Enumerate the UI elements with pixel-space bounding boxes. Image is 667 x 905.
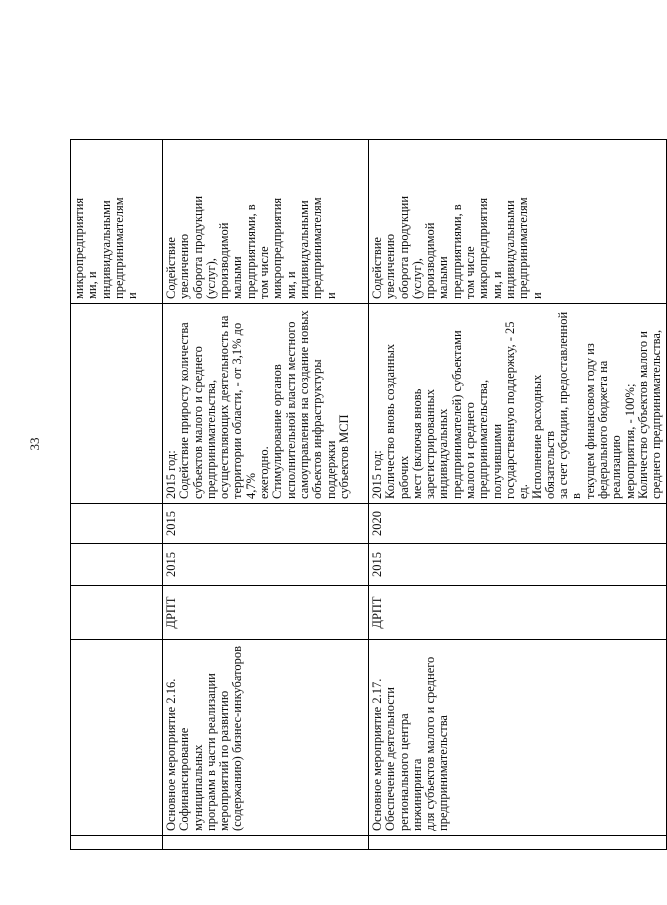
table-row (71, 140, 163, 850)
page-number: 33 (27, 437, 42, 451)
measure-cell: Основное мероприятие 2.16. Софинансирование муниципальных программ в части реализации мероприятий по развитию (содержанию) бизнес-инкубаторов (163, 640, 369, 836)
year-start-cell: 2015 (163, 544, 369, 586)
table-row (163, 140, 369, 850)
year-start-cell: 2015 (369, 544, 667, 586)
measure-cell: Основное мероприятие 2.17. Обеспечение деятельности регионального центра инжиниринга для субъектов малого и среднего предпринимательства (369, 640, 667, 836)
executor-cell: ДРПТ (369, 586, 667, 640)
year-start-cell (71, 544, 163, 586)
year-end-cell: 2015 (163, 504, 369, 544)
year-end-cell (71, 504, 163, 544)
year-end-cell: 2020 (369, 504, 667, 544)
executor-cell (71, 586, 163, 640)
indicator-cell: 2015 год: Содействие приросту количества субъектов малого и среднего предпринимательства, осуществляющих деятельность на территории области, - от 3,1% до 4,7% ежегодно. Стимулирование органов исполнительной власти местного самоуправления на создание новых объектов инфраструктуры поддержки субъектов МСП (163, 304, 369, 504)
empty-cell (369, 836, 667, 850)
result-cell: Содействие увеличению оборота продукции (услуг), производимой малыми предприятиями, в том числе микропредприятия ми, и индивидуальными предпринимателям и (163, 140, 369, 304)
result-cell: Содействие увеличению оборота продукции (услуг), производимой малыми предприятиями, в том числе микропредприятия ми, и индивидуальными предпринимателям и (369, 140, 667, 304)
rotated-table-container (70, 140, 664, 850)
table-row (369, 140, 667, 850)
result-cell: микропредприятия ми, и индивидуальными предпринимателям и (71, 140, 163, 304)
measure-cell (71, 640, 163, 836)
executor-cell: ДРПТ (163, 586, 369, 640)
indicator-cell (71, 304, 163, 504)
empty-cell (71, 836, 163, 850)
indicator-cell: 2015 год: Количество вновь созданных рабочих мест (включая вновь зарегистрированных индивидуальных предпринимателей) субъектами малого и среднего предпринимательства, получившими государственную поддержку, - 25 ед. Исполнение расходных обязательств за счет субсидии, предоставленной в текущем финансовом году из федерального бюджета на реализацию мероприятия, - 100%; Количество субъектов малого и среднего предпринимательства, (369, 304, 667, 504)
measures-table (70, 139, 667, 850)
empty-cell (163, 836, 369, 850)
